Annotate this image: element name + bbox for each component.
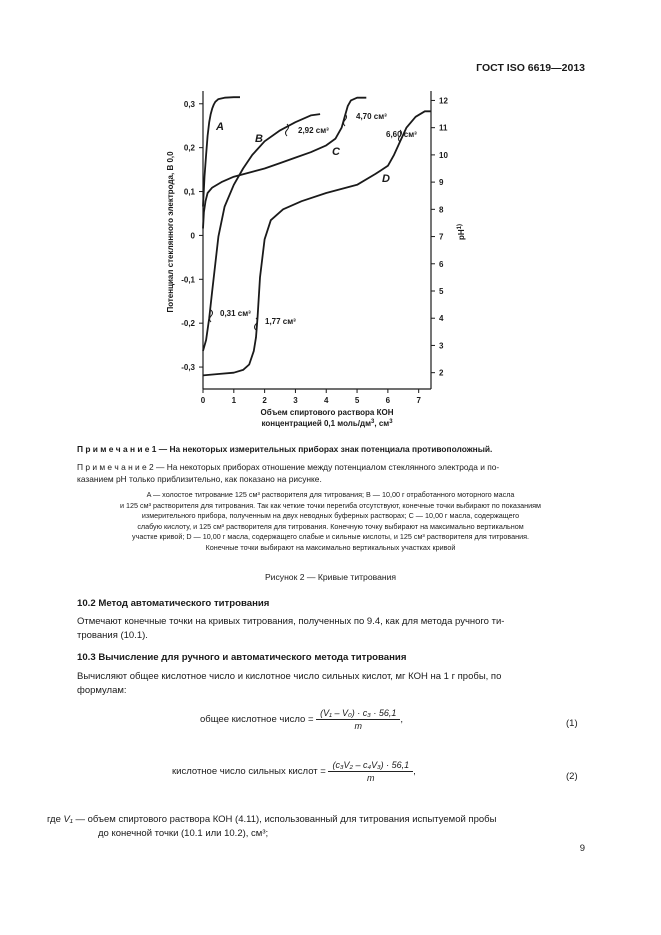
series-label-c: C	[332, 146, 340, 158]
x-axis-tick-label: 4	[324, 396, 329, 405]
formula-2-fraction	[328, 760, 413, 783]
formula-2-suffix: ,	[413, 766, 416, 777]
legend-line: и 125 см³ растворителя для титрования. Так как четкие точки перегиба отсутствуют, конечные точки выбирают по показаниям	[120, 500, 541, 510]
note-2-line-1: П р и м е ч а н и е 2 — На некоторых приборах отношение между потенциалом стеклянного электрода и по-	[77, 462, 500, 472]
where-line-2: до конечной точки (10.1 или 10.2), см³;	[98, 828, 269, 839]
x-axis-tick-label: 5	[354, 396, 360, 405]
left-axis-label: Потенциал стеклянного электрода, В 0,0	[166, 151, 175, 313]
right-axis-tick-label: 12	[439, 96, 448, 106]
endpoint-annotation: 0,31 см³	[220, 309, 251, 318]
right-axis-tick-label: 10	[439, 150, 448, 160]
formula-1-suffix: ,	[400, 714, 404, 725]
formula-1-fraction	[316, 708, 400, 731]
right-axis-label: $pH^{1)}$	[457, 223, 466, 241]
legend-line: слабую кислоту, и 125 см³ растворителя для титрования. Конечную точку выбирают на максимально вертикальном	[137, 521, 524, 531]
left-axis-tick-label: -0,1	[181, 275, 195, 285]
formula-2-number: (2)	[566, 771, 578, 782]
formula-2-label: кислотное число сильных кислот =	[172, 766, 326, 777]
endpoint-annotation: 1,77 см³	[265, 317, 296, 326]
right-axis-tick-label: 7	[439, 232, 444, 242]
section-10-3-heading: 10.3 Вычисление для ручного и автоматического метода титрования	[77, 652, 407, 663]
x-axis-tick-label: 7	[416, 396, 421, 405]
figure-legend	[0, 490, 661, 553]
formula-1	[200, 708, 403, 731]
left-axis-tick-label: 0	[190, 231, 195, 241]
where-symbol: V₁	[63, 814, 73, 825]
section-10-3-line-2: формулам:	[77, 685, 127, 696]
section-10-2-line-2: трования (10.1).	[77, 630, 148, 641]
formula-2-numerator: (c₃V₂ – c₄V₃) · 56,1	[328, 760, 413, 772]
formula-1-numerator: (V₁ – V₀) · c₃ · 56,1	[316, 708, 400, 720]
left-axis-tick-label: -0,2	[181, 319, 195, 329]
x-axis-label-line-2: концентрацией 0,1 моль/$дм^3$, $см^3$	[261, 419, 393, 428]
right-axis-tick-label: 5	[439, 287, 444, 296]
legend-line: измерительного прибора, полученным на двух неводных буферных растворах; C — 10,00 г масла, содержащего	[141, 511, 520, 520]
endpoint-annotation: 2,92 см³	[298, 126, 329, 135]
x-axis-tick-label: 3	[293, 396, 298, 405]
section-10-2-line-1: Отмечают конечные точки на кривых титрования, полученных по 9.4, как для метода ручного ти-	[77, 616, 505, 627]
x-axis-tick-label: 6	[385, 396, 391, 405]
series-label-b: B	[255, 133, 263, 145]
where-prefix: где	[47, 814, 61, 825]
right-axis-tick-label: 3	[439, 341, 444, 351]
note-2-line-2: казанием pH только приблизительно, как показано на рисунке.	[77, 474, 322, 484]
right-axis-tick-label: 8	[439, 205, 444, 215]
where-line-1: — объем спиртового раствора КОН (4.11), использованный для титрования испытуемой пробы	[75, 814, 497, 825]
section-10-3-line-1: Вычисляют общее кислотное число и кислотное число сильных кислот, мг КОН на 1 г пробы, по	[77, 671, 502, 682]
legend-line: участке кривой; D — 10,00 г масла, содержащего слабые и сильные кислоты, и 125 см³ растворителя для титрования.	[132, 532, 529, 541]
x-axis-tick-label: 2	[262, 396, 267, 405]
legend-line: Конечные точки выбирают на максимально вертикальных участках кривой	[205, 542, 456, 552]
x-axis-label-line-1: Объем спиртового раствора КОН	[260, 408, 394, 417]
series-line-d	[203, 111, 431, 375]
left-axis-tick-label: 0,2	[183, 143, 195, 153]
series-label-a: A	[216, 121, 224, 133]
x-axis-tick-label: 0	[200, 396, 206, 405]
section-10-2-heading: 10.2 Метод автоматического титрования	[77, 598, 270, 609]
formula-1-denominator: m	[354, 721, 363, 731]
page-number: 9	[579, 843, 585, 854]
note-1-text: На некоторых измерительных приборах знак потенциала противоположный.	[169, 444, 493, 454]
left-axis-tick-label: -0,3	[181, 363, 195, 373]
formula-2	[172, 760, 416, 783]
endpoint-annotation: 4,70 см³	[356, 112, 387, 121]
note-1-prefix: П р и м е ч а н и е 1 —	[77, 444, 170, 454]
note-1	[77, 444, 597, 455]
titration-chart	[150, 85, 490, 445]
right-axis-tick-label: 11	[439, 123, 448, 133]
formula-2-denominator: m	[367, 773, 375, 783]
series-label-d: D	[382, 173, 390, 185]
endpoint-annotation: 6,60 см³	[386, 130, 417, 139]
legend-line: A — холостое титрование 125 см³ растворителя для титрования; B — 10,00 г отработанного моторного масла	[146, 490, 515, 499]
where-clause	[47, 813, 587, 827]
left-axis-tick-label: 0,1	[183, 187, 195, 197]
x-axis-tick-label: 1	[231, 396, 237, 405]
standard-header: ГОСТ ISO 6619—2013	[476, 62, 585, 74]
right-axis-tick-label: 6	[439, 259, 444, 269]
formula-1-number: (1)	[566, 718, 578, 729]
right-axis-tick-label: 2	[439, 368, 444, 378]
formula-1-label: общее кислотное число =	[200, 714, 314, 725]
figure-caption: Рисунок 2 — Кривые титрования	[264, 572, 397, 582]
right-axis-tick-label: 9	[439, 178, 444, 188]
left-axis-tick-label: 0,3	[183, 99, 195, 109]
right-axis-tick-label: 4	[439, 314, 444, 324]
series-line-a	[203, 97, 240, 206]
